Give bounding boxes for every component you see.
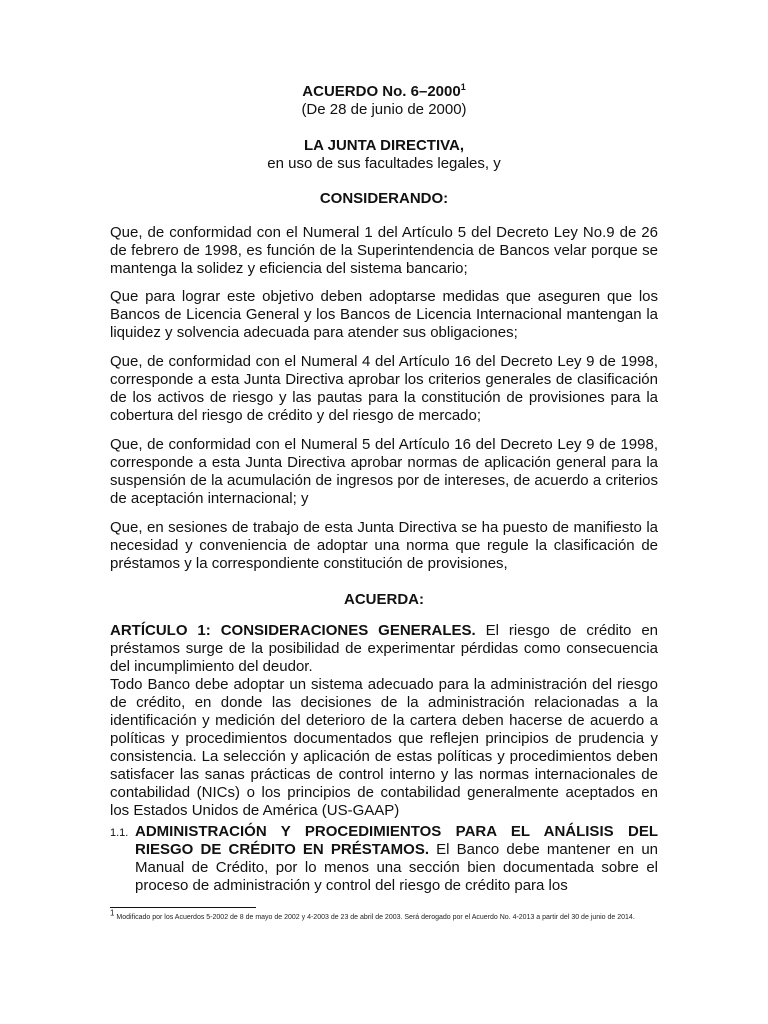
consideration-3: Que, de conformidad con el Numeral 4 del Artículo 16 del Decreto Ley 9 de 1998, corresponde a esta Junta Directiva aprobar los criterios generales de clasificación de los activos de riesgo y las pautas para la constitución de provisiones para la cobertura del riesgo de crédito y del riesgo de mercado;	[110, 353, 658, 424]
document-date: (De 28 de junio de 2000)	[301, 101, 467, 118]
considerando-heading: CONSIDERANDO:	[319, 190, 449, 207]
footnote	[110, 908, 658, 923]
section-1-1-heading: ADMINISTRACIÓN Y PROCEDIMIENTOS PARA EL ANÁLISIS DEL RIESGO DE CRÉDITO EN PRÉSTAMOS.	[135, 823, 658, 858]
section-1-1-text	[135, 823, 658, 895]
article-1-heading: ARTÍCULO 1: CONSIDERACIONES GENERALES.	[110, 622, 476, 639]
footnote-text: Modificado por los Acuerdos 5-2002 de 8 de mayo de 2002 y 4-2003 de 23 de abril de 2003. Será derogado por el Acuerdo No. 4-2013 a partir del 30 de junio de 2014.	[116, 914, 635, 921]
article-1-body: Todo Banco debe adoptar un sistema adecuado para la administración del riesgo de crédito, en donde las decisiones de la administración relacionadas a la identificación y medición del deterioro de la cartera deben hacerse de acuerdo a políticas y procedimientos documentados que reflejen principios de prudencia y consistencia. La selección y aplicación de estas políticas y procedimientos deben satisfacer las sanas prácticas de control interno y las normas internacionales de contabilidad (NICs) o los principios de contabilidad generalmente aceptados en los Estados Unidos de América (US-GAAP)	[110, 676, 658, 819]
document-title	[110, 83, 658, 101]
article-1-intro	[110, 622, 658, 676]
section-1-1-body: El Banco debe mantener en un Manual de Crédito, por lo menos una sección bien documentada sobre el proceso de administración y control del riesgo de crédito para los	[135, 841, 659, 894]
acuerda-heading: ACUERDA:	[344, 591, 424, 608]
consideration-2: Que para lograr este objetivo deben adoptarse medidas que aseguren que los Bancos de Licencia General y los Bancos de Licencia Internacional mantengan la liquidez y solvencia adecuada para atender sus obligaciones;	[110, 288, 658, 341]
consideration-5: Que, en sesiones de trabajo de esta Junta Directiva se ha puesto de manifiesto la necesidad y conveniencia de adoptar una norma que regule la clasificación de préstamos y la correspondiente constitución de provisiones,	[110, 519, 658, 572]
section-number: 1.1.	[110, 827, 129, 839]
issuer-heading: LA JUNTA DIRECTIVA,	[304, 137, 464, 154]
footnote-divider	[110, 907, 256, 908]
title-text: ACUERDO No. 6–2000	[302, 83, 461, 100]
article-1-text: El riesgo de crédito en préstamos surge de la posibilidad de experimentar pérdidas como consecuencia del incumplimiento del deudor.	[110, 622, 659, 675]
consideration-4: Que, de conformidad con el Numeral 5 del Artículo 16 del Decreto Ley 9 de 1998, corresponde a esta Junta Directiva aprobar normas de aplicación general para la suspensión de la acumulación de ingresos por de intereses, de acuerdo a criterios de aceptación internacional; y	[110, 436, 658, 507]
footnote-marker: 1	[110, 908, 115, 918]
consideration-1: Que, de conformidad con el Numeral 1 del Artículo 5 del Decreto Ley No.9 de 26 de febrero de 1998, es función de la Superintendencia de Bancos velar porque se mantenga la solidez y eficiencia del sistema bancario;	[110, 224, 658, 277]
issuer-subheading: en uso de sus facultades legales, y	[267, 155, 501, 172]
title-footnote-marker: 1	[460, 82, 466, 92]
